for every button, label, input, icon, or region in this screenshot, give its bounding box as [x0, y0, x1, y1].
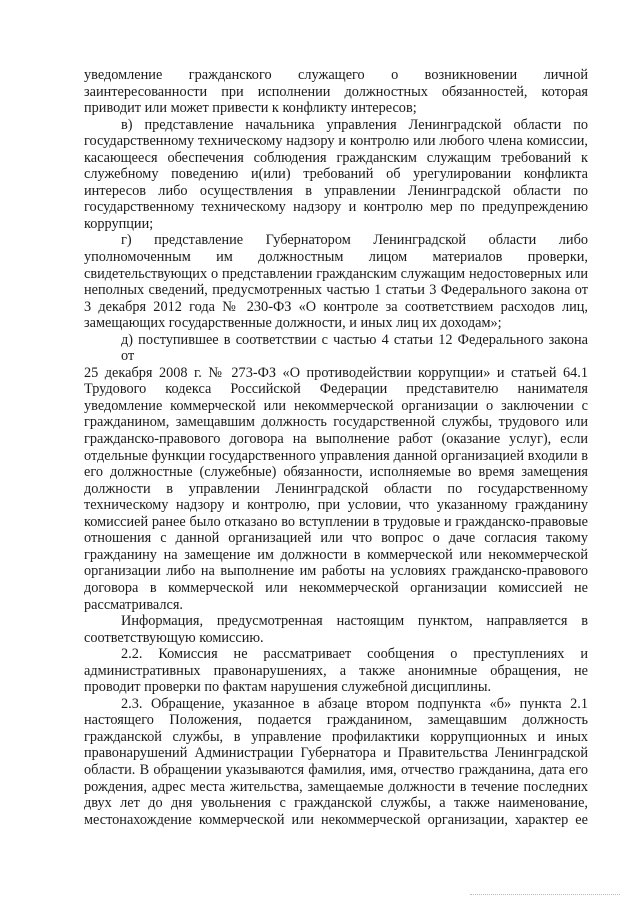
text-line: замещающих государственные должности, и иных лиц их доходам»;: [84, 315, 502, 332]
text-line: уведомление гражданского служащего о возникновении личной: [84, 67, 588, 83]
text-line: служебному поведению и(или) требований об урегулировании конфликта: [84, 166, 588, 183]
text-line: 2.2. Комиссия не рассматривает сообщения о преступлениях и: [121, 646, 588, 663]
text-line: интересов либо осуществления в управлении Ленинградской области по: [84, 182, 588, 199]
text-line: проводит проверки по фактам нарушения служебной дисциплины.: [84, 679, 492, 696]
text-line: коррупции;: [84, 215, 154, 232]
text-line: должности в управлении Ленинградской области по государственному: [84, 480, 588, 497]
text-line: его должностные (служебные) обязанности, исполняемые во время замещения: [84, 464, 588, 481]
text-line: Трудового кодекса Российской Федерации представителю нанимателя: [84, 381, 588, 398]
text-line: заинтересованности при исполнении должностных обязанностей, которая: [84, 83, 588, 100]
text-line: гражданской службы, в управление профилактики коррупционных и иных: [84, 728, 588, 745]
text-line: гражданско-правового договора на выполнение работ (оказание услуг), если: [84, 431, 588, 448]
text-line: касающееся обеспечения соблюдения гражданским служащим требований к: [84, 149, 588, 166]
text-line: государственному техническому надзору и контролю мер по предупреждению: [84, 199, 588, 216]
text-line: гражданином, замещавшим должность государственной службы, трудового или: [84, 414, 588, 431]
text-line: уполномоченным им должностным лицом материалов проверки,: [84, 249, 588, 266]
text-line: местонахождение коммерческой или некоммерческой организации, характер ее: [84, 811, 588, 828]
text-line: г) представление Губернатором Ленинградской области либо: [121, 232, 588, 249]
text-line: договора в коммерческой или некоммерческой организации комиссией не: [84, 579, 588, 596]
text-line: отношения с данной организацией или что вопрос о даче согласия такому: [84, 530, 588, 547]
text-line: организации либо на выполнение им работы на условиях гражданско-правового: [84, 563, 588, 580]
text-line: 3 декабря 2012 года № 230-ФЗ «О контроле за соответствием расходов лиц,: [84, 298, 588, 315]
text-line: уведомление коммерческой или некоммерческой организации о заключении с: [84, 397, 588, 414]
text-line: гражданину на замещение им должности в коммерческой или некоммерческой: [84, 546, 588, 563]
text-line: приводит или может привести к конфликту интересов;: [84, 100, 417, 117]
text-line: области. В обращении указываются фамилия, имя, отчество гражданина, дата его: [84, 761, 588, 778]
text-line: двух лет до дня увольнения с гражданской службы, а также наименование,: [84, 795, 588, 812]
text-line: рассматривался.: [84, 596, 183, 613]
text-line: соответствующую комиссию.: [84, 629, 264, 646]
text-line: 25 декабря 2008 г. № 273-ФЗ «О противодействии коррупции» и статьей 64.1: [84, 364, 588, 381]
document-body: [84, 67, 588, 828]
text-line: государственному техническому надзору и контролю или любого члена комиссии,: [84, 133, 588, 150]
text-line: д) поступившее в соответствии с частью 4 статьи 12 Федерального закона от: [121, 331, 588, 365]
text-line: Информация, предусмотренная настоящим пунктом, направляется в: [121, 613, 588, 630]
text-line: неполных сведений, предусмотренных частью 1 статьи 3 Федерального закона от: [84, 282, 588, 299]
text-line: правонарушений Администрации Губернатора и Правительства Ленинградской: [84, 745, 588, 762]
text-line: настоящего Положения, подается гражданином, замещавшим должность: [84, 712, 588, 729]
text-line: административных правонарушениях, а также анонимные обращения, не: [84, 662, 588, 679]
text-line: отдельные функции государственного управления данной организацией входили в: [84, 447, 588, 464]
page-footer-rule: [470, 894, 620, 896]
text-line: свидетельствующих о представлении гражданским служащим недостоверных или: [84, 265, 588, 282]
text-line: в) представление начальника управления Ленинградской области по: [121, 116, 588, 133]
text-line: техническому надзору и контролю, при условии, что указанному гражданину: [84, 497, 588, 514]
text-line: комиссией ранее было отказано во вступлении в трудовые и гражданско-правовые: [84, 513, 588, 530]
text-line: 2.3. Обращение, указанное в абзаце втором подпункта «б» пункта 2.1: [121, 695, 588, 712]
text-line: рождения, адрес места жительства, замещаемые должности в течение последних: [84, 778, 588, 795]
